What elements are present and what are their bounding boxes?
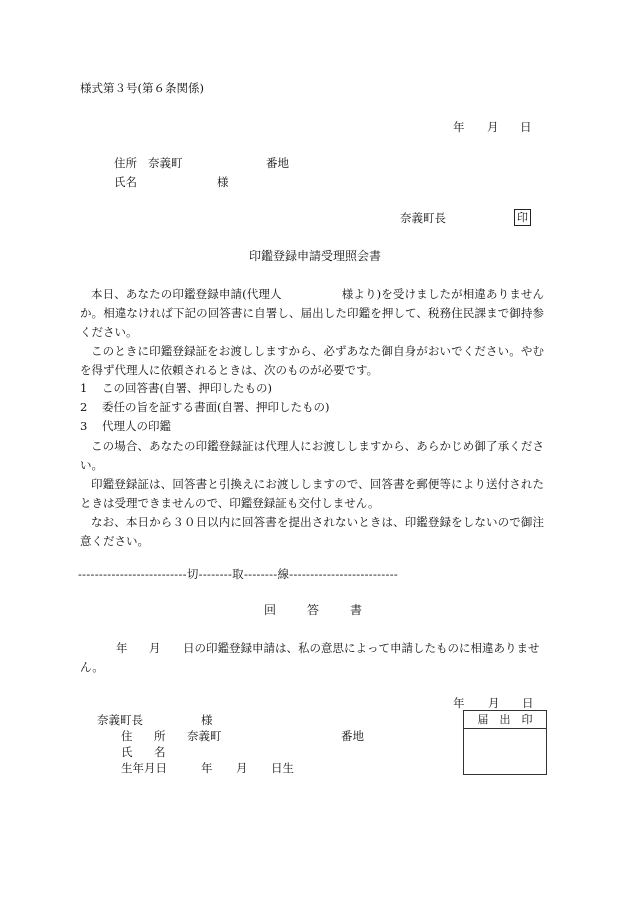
document-title: 印鑑登録申請受理照会書 <box>248 249 381 263</box>
item-text: 委任の旨を証する書面(自署、押印したもの) <box>102 400 330 414</box>
cut-char-2: 取 <box>232 567 244 581</box>
reply-date-month: 月 <box>488 696 500 710</box>
reply-address-banchi: 番地 <box>341 729 364 743</box>
reply-title-char-2: 答 <box>307 603 320 617</box>
seal-mark: 印 <box>514 209 531 226</box>
reply-birth-month: 月 <box>236 761 248 775</box>
reply-birth-day: 日生 <box>271 761 294 775</box>
seal-stamp-box-label: 届 出 印 <box>464 711 546 729</box>
address-town: 奈義町 <box>148 156 183 170</box>
reply-date-year: 年 <box>453 696 465 710</box>
name-sama: 様 <box>217 175 229 189</box>
body-paragraph-4: 印鑑登録証は、回答書と引換えにお渡ししますので、回答書を郵便等により送付されたときは受理できませんので、印鑑登録証も交付しません。 <box>80 477 544 510</box>
reply-address-town: 奈義町 <box>187 729 222 743</box>
item-text: この回答書(自署、押印したもの) <box>102 381 272 395</box>
sender-mayor: 奈義町長 <box>400 211 446 225</box>
reply-title-char-3: 書 <box>350 603 363 617</box>
reply-to-mayor: 奈義町長 <box>97 713 143 727</box>
reply-date-day: 日 <box>522 696 534 710</box>
reply-stmt-year: 年 <box>116 641 128 655</box>
cut-char-3: 線 <box>277 567 290 581</box>
p1-part2: 様より)を受けましたが相違ありません <box>341 287 544 301</box>
reply-address-char-1: 住 <box>121 729 133 743</box>
body-paragraph-3: この場合、あなたの印鑑登録証は代理人にお渡ししますから、あらかじめ御了承ください。 <box>80 439 544 472</box>
cut-line <box>78 566 548 582</box>
reply-stmt-month: 月 <box>149 641 161 655</box>
form-number: 様式第３号(第６条関係) <box>80 81 204 95</box>
body-paragraph-1 <box>80 285 544 342</box>
item-text: 代理人の印鑑 <box>102 419 171 433</box>
reply-birth-year: 年 <box>201 761 213 775</box>
date-year-label: 年 <box>453 120 465 134</box>
seal-stamp-box <box>463 710 547 775</box>
reply-address-char-2: 所 <box>154 729 166 743</box>
reply-birth-label: 生年月日 <box>121 761 167 775</box>
date-month-label: 月 <box>487 120 499 134</box>
list-item <box>80 399 329 415</box>
reply-title-char-1: 回 <box>264 603 277 617</box>
item-number: 3 <box>80 419 88 433</box>
list-item <box>80 418 171 434</box>
address-banchi: 番地 <box>266 156 289 170</box>
item-number: 2 <box>80 400 88 414</box>
reply-name-char-1: 氏 <box>121 745 133 759</box>
cut-dashes-left: -------------------------- <box>78 567 187 581</box>
p1-rest: か。相違なければ下記の回答書に自署し、届出した印鑑を押して、税務住民課まで御持参ください。 <box>80 306 544 339</box>
cut-char-1: 切 <box>186 567 199 581</box>
reply-name-char-2: 名 <box>154 745 166 759</box>
cut-dashes-mid-2: -------- <box>243 567 278 581</box>
list-item <box>80 380 272 396</box>
body-paragraph-5: なお、本日から３０日以内に回答書を提出されないときは、印鑑登録をしないので御注意ください。 <box>80 515 544 548</box>
cut-dashes-mid-1: -------- <box>198 567 233 581</box>
name-label: 氏名 <box>114 175 137 189</box>
cut-dashes-right: -------------------------- <box>289 567 399 581</box>
reply-stmt-text-end: ん。 <box>80 660 104 674</box>
reply-to-sama: 様 <box>201 713 213 727</box>
body-paragraph-2: このときに印鑑登録証をお渡ししますから、必ずあなた御自身がおいでください。やむを得ず代理人に依頼されるときは、次のものが必要です。 <box>80 344 544 377</box>
reply-stmt-text: 日の印鑑登録申請は、私の意思によって申請したものに相違ありませ <box>183 641 540 655</box>
date-day-label: 日 <box>520 120 532 134</box>
address-label: 住所 <box>114 156 137 170</box>
item-number: 1 <box>80 381 88 395</box>
p1-part1: 本日、あなたの印鑑登録申請(代理人 <box>91 287 282 301</box>
